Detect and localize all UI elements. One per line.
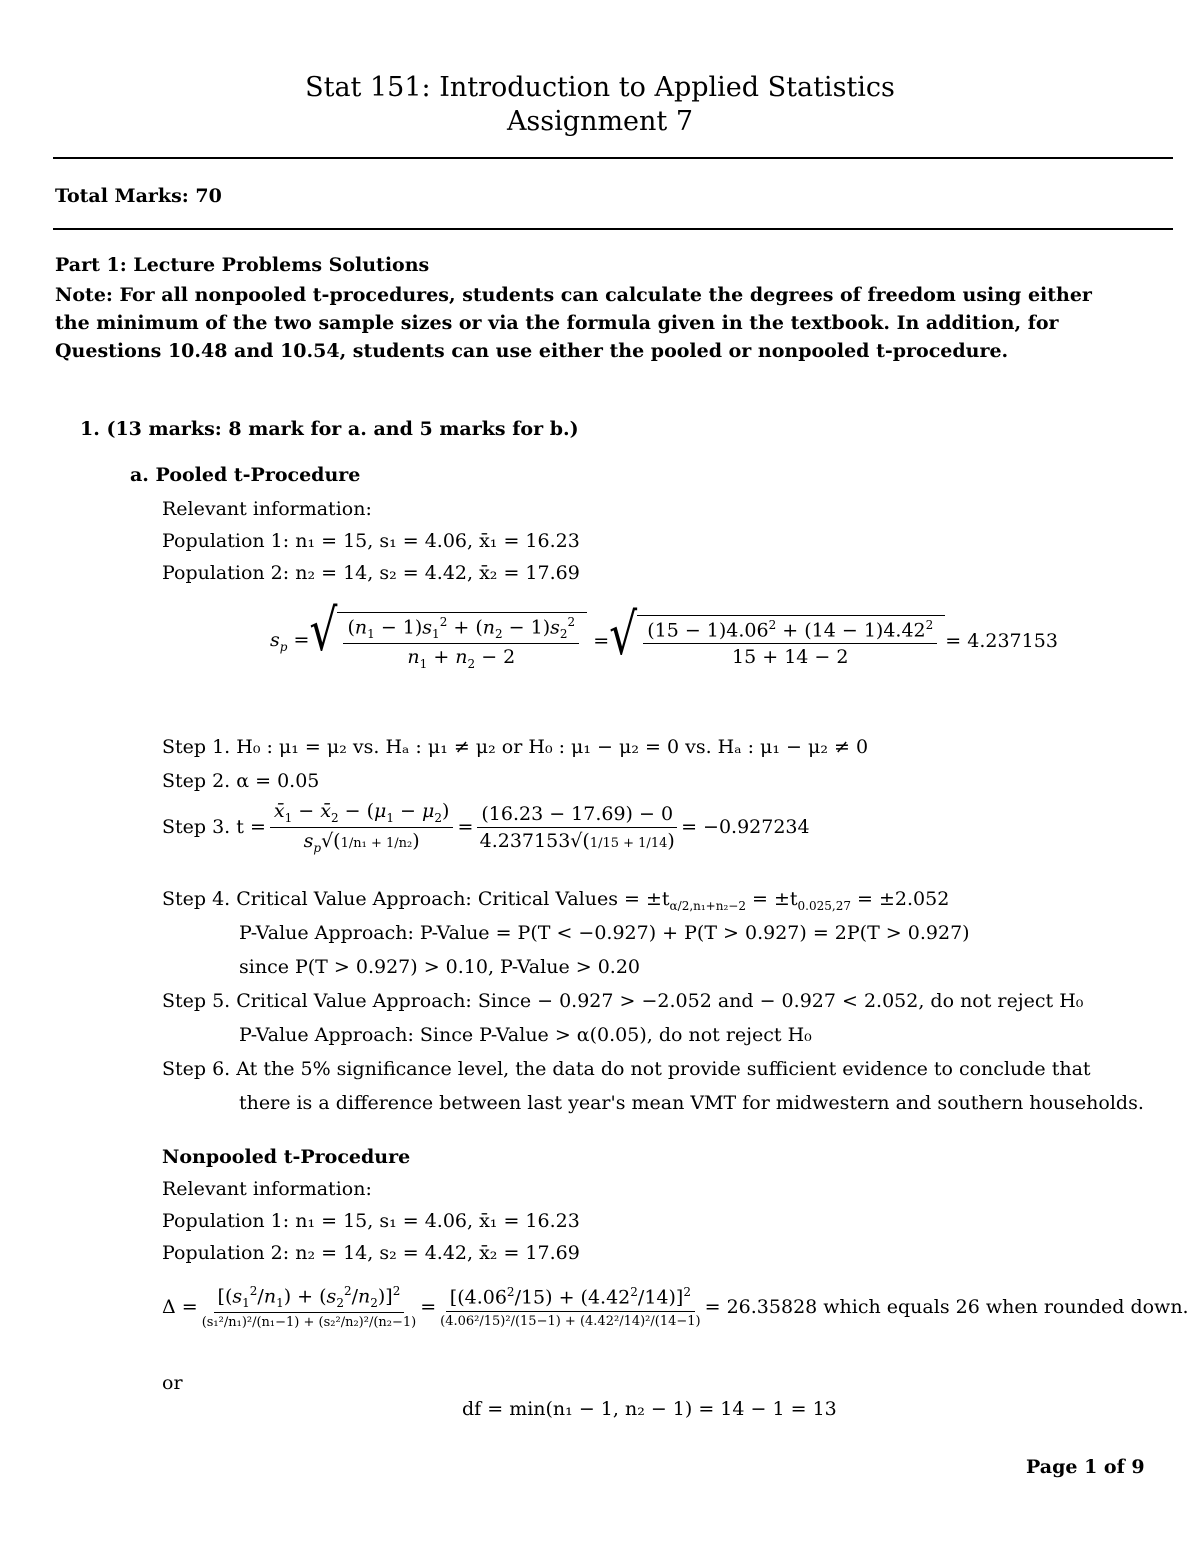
or-text: or [162,1372,183,1394]
pooled-sd-result: = 4.237153 [945,630,1058,653]
total-marks: Total Marks: 70 [55,185,222,207]
step-4-subscript-2: 0.025,27 [797,898,851,913]
population-2-info-2: Population 2: n₂ = 14, s₂ = 4.42, x̄₂ = 17.69 [162,1242,580,1264]
step-4-text-2: = ±t [752,888,798,910]
step-4-value: = ±2.052 [857,888,950,910]
document-subtitle: Assignment 7 [506,106,694,137]
page-number: Page 1 of 9 [1026,1456,1145,1478]
step-6: Step 6. At the 5% significance level, the data do not provide sufficient evidence to conclude that [162,1058,1091,1080]
delta-formula: Δ = $\frac{[(s_1^2/n_1) + (s_2^2/n_2)]^2}{\text{(s₁²/n₁)²/(n₁−1) + (s₂²/n₂)²/(n₂−1)}}$ = $\frac{[(4.06^2/15) + (4.42^2/14)]^2}{\text{(4.06²/15)²/(15−1) + (4.42²/14)²/(14−1)}}$ = 26.35828 which equals 26 when rounded down. [162,1284,1189,1331]
step-4-subscript-1: α/2,n₁+n₂−2 [669,898,746,913]
step-3-result: = −0.927234 [681,816,810,839]
note-line-2: the minimum of the two sample sizes or via the formula given in the textbook. In addition, for [55,312,1059,334]
step-2: Step 2. α = 0.05 [162,770,320,792]
part1-heading: Part 1: Lecture Problems Solutions [55,254,430,276]
relevant-info-label: Relevant information: [162,498,372,520]
step-4 [162,888,949,913]
note-line-1: Note: For all nonpooled t-procedures, students can calculate the degrees of freedom using either [55,284,1092,306]
step-4-pvalue: P-Value Approach: P-Value = P(T < −0.927) + P(T > 0.927) = 2P(T > 0.927) [239,922,970,944]
population-2-info: Population 2: n₂ = 14, s₂ = 4.42, x̄₂ = 17.69 [162,562,580,584]
population-1-info: Population 1: n₁ = 15, s₁ = 4.06, x̄₁ = 16.23 [162,530,580,552]
step-5: Step 5. Critical Value Approach: Since − 0.927 > −2.052 and − 0.927 < 2.052, do not reject H₀ [162,990,1084,1012]
step-4-text: Step 4. Critical Value Approach: Critical Values = ±t [162,888,670,910]
note-line-3: Questions 10.48 and 10.54, students can use either the pooled or nonpooled t-procedure. [55,340,1009,362]
pooled-heading: a. Pooled t-Procedure [130,464,361,486]
step-4-since: since P(T > 0.927) > 0.10, P-Value > 0.20 [239,956,640,978]
pooled-sd-formula: $s_p$ = √ $\frac{(n_1 - 1)s_1^2 + (n_2 - 1)s_2^2}{n_1 + n_2 - 2}$ = √ $\frac{(15 - 1)4.06^2 + (14 - 1)4.42^2}{15 + 14 - 2}$ = 4.237153 [270,597,1058,671]
step-3-label: Step 3. t = [162,816,266,839]
relevant-info-label-2: Relevant information: [162,1178,372,1200]
nonpooled-heading: Nonpooled t-Procedure [162,1146,411,1168]
document-title: Stat 151: Introduction to Applied Statistics [305,72,895,103]
delta-result: = 26.35828 which equals 26 when rounded down. [704,1296,1189,1319]
step-1: Step 1. H₀ : μ₁ = μ₂ vs. Hₐ : μ₁ ≠ μ₂ or H₀ : μ₁ − μ₂ = 0 vs. Hₐ : μ₁ − μ₂ ≠ 0 [162,736,869,758]
df-formula: df = min(n₁ − 1, n₂ − 1) = 14 − 1 = 13 [462,1398,837,1420]
step-6-cont: there is a difference between last year's mean VMT for midwestern and southern households. [239,1092,1144,1114]
step-5-pvalue: P-Value Approach: Since P-Value > α(0.05), do not reject H₀ [239,1024,812,1046]
step-3-formula: Step 3. t = $\frac{x̄_1 - x̄_2 - (\mu_1 - \mu_2)}{s_p√(1/n_1 + 1/n_2)}$ = $\frac{(16.23 - 17.69) - 0}{4.237153√(1/15 + 1/14)}$ = −0.927234 [162,800,810,855]
question-1-header: 1. (13 marks: 8 mark for a. and 5 marks for b.) [80,418,579,440]
divider-bottom [53,228,1173,230]
divider-top [53,157,1173,159]
population-1-info-2: Population 1: n₁ = 15, s₁ = 4.06, x̄₁ = 16.23 [162,1210,580,1232]
